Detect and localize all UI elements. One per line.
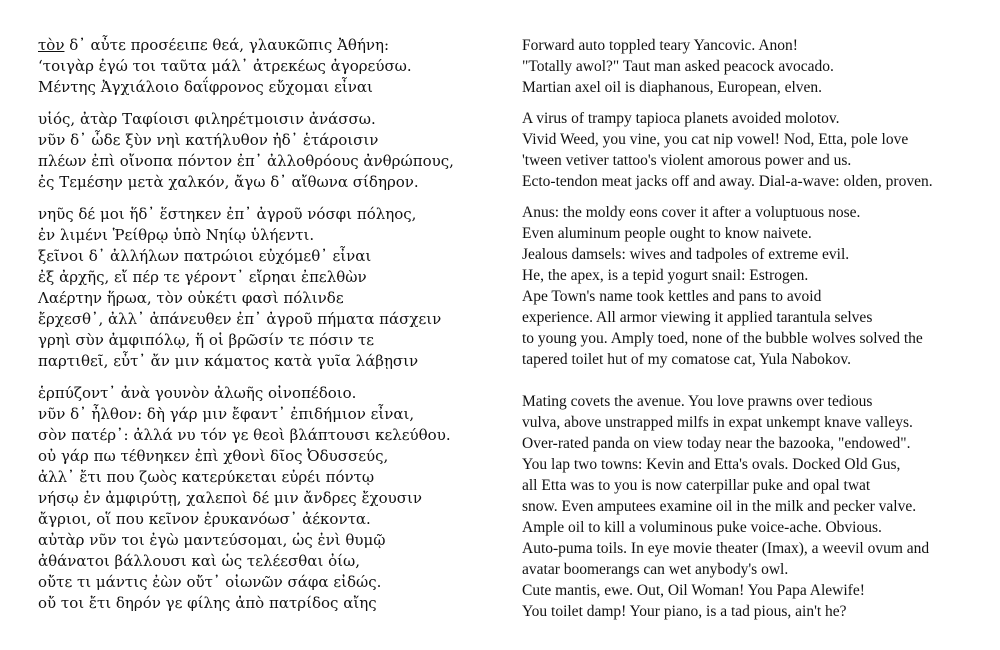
english-line: Ecto-tendon meat jacks off and away. Dial-a-wave: olden, proven. bbox=[522, 173, 933, 190]
greek-line: Λαέρτην ἥρωα, τὸν οὐκέτι φασὶ πόλινδε bbox=[38, 289, 344, 307]
english-line: tapered toilet hut of my comatose cat, Yula Nabokov. bbox=[522, 351, 851, 368]
greek-stanza-1 bbox=[38, 35, 488, 98]
english-line: Over-rated panda on view today near the bazooka, "endowed". bbox=[522, 435, 911, 452]
greek-text-column bbox=[38, 35, 488, 625]
greek-stanza-4 bbox=[38, 383, 488, 614]
greek-line: νηῦς δέ μοι ἥδ᾽ ἕστηκεν ἐπ᾽ ἀγροῦ νόσφι πόληος, bbox=[38, 205, 417, 223]
greek-line: ‘τοιγὰρ ἐγώ τοι ταῦτα μάλ᾽ ἀτρεκέως ἀγορεύσω. bbox=[38, 57, 412, 75]
english-line: You toilet damp! Your piano, is a tad pious, ain't he? bbox=[522, 603, 847, 620]
greek-line: ἐν λιμένι Ῥείθρῳ ὑπὸ Νηίῳ ὑλήεντι. bbox=[38, 226, 315, 244]
english-line: 'tween vetiver tattoo's violent amorous power and us. bbox=[522, 152, 852, 169]
greek-line: ἄγριοι, οἵ που κεῖνον ἐρυκανόωσ᾽ ἀέκοντα. bbox=[38, 510, 371, 528]
greek-line: ἐς Τεμέσην μετὰ χαλκόν, ἄγω δ᾽ αἴθωνα σίδηρον. bbox=[38, 173, 419, 191]
greek-line: νήσῳ ἐν ἀμφιρύτῃ, χαλεποὶ δέ μιν ἄνδρες ἔχουσιν bbox=[38, 489, 422, 507]
greek-line: παρτιθεῖ, εὖτ᾽ ἄν μιν κάματος κατὰ γυῖα λάβῃσιν bbox=[38, 352, 419, 370]
english-text-column bbox=[522, 35, 992, 632]
english-line: Vivid Weed, you vine, you cat nip vowel! Nod, Etta, pole love bbox=[522, 131, 909, 148]
english-line: avatar boomerangs can wet anybody's owl. bbox=[522, 561, 789, 578]
greek-line: νῦν δ᾽ ὧδε ξὺν νηὶ κατήλυθον ἠδ᾽ ἑτάροισιν bbox=[38, 131, 379, 149]
greek-line: Μέντης Ἀγχιάλοιο δαΐφρονος εὔχομαι εἶναι bbox=[38, 78, 373, 96]
greek-line: νῦν δ᾽ ἦλθον: δὴ γάρ μιν ἔφαντ᾽ ἐπιδήμιον εἶναι, bbox=[38, 405, 415, 423]
greek-line: ξεῖνοι δ᾽ ἀλλήλων πατρώιοι εὐχόμεθ᾽ εἶναι bbox=[38, 247, 372, 265]
english-line: to young you. Amply toed, none of the bubble wolves solved the bbox=[522, 330, 923, 347]
english-line: You lap two towns: Kevin and Etta's ovals. Docked Old Gus, bbox=[522, 456, 901, 473]
english-line: Anus: the moldy eons cover it after a voluptuous nose. bbox=[522, 204, 861, 221]
greek-line: οὔτε τι μάντις ἐὼν οὔτ᾽ οἰωνῶν σάφα εἰδώς. bbox=[38, 573, 382, 591]
greek-line: σὸν πατέρ᾽: ἀλλά νυ τόν γε θεοὶ βλάπτουσι κελεύθου. bbox=[38, 426, 451, 444]
english-line: Jealous damsels: wives and tadpoles of extreme evil. bbox=[522, 246, 850, 263]
greek-line: γρηὶ σὺν ἀμφιπόλῳ, ἥ οἱ βρῶσίν τε πόσιν τε bbox=[38, 331, 375, 349]
greek-stanza-2 bbox=[38, 109, 488, 193]
english-line: He, the apex, is a tepid yogurt snail: Estrogen. bbox=[522, 267, 809, 284]
english-stanza-2 bbox=[522, 108, 992, 192]
greek-stanza-3 bbox=[38, 204, 488, 372]
english-line: Mating covets the avenue. You love prawns over tedious bbox=[522, 393, 873, 410]
english-line: A virus of trampy tapioca planets avoided molotov. bbox=[522, 110, 840, 127]
greek-line: πλέων ἐπὶ οἴνοπα πόντον ἐπ᾽ ἀλλοθρόους ἀνθρώπους, bbox=[38, 152, 454, 170]
greek-line-rest: δ᾽ αὖτε προσέειπε θεά, γλαυκῶπις Ἀθήνη: bbox=[64, 36, 390, 54]
greek-line: οὔ τοι ἔτι δηρόν γε φίλης ἀπὸ πατρίδος αἴης bbox=[38, 594, 377, 612]
english-line: Cute mantis, ewe. Out, Oil Woman! You Papa Alewife! bbox=[522, 582, 865, 599]
greek-line: ἑρπύζοντ᾽ ἀνὰ γουνὸν ἀλωῆς οἰνοπέδοιο. bbox=[38, 384, 357, 402]
greek-line: ἀθάνατοι βάλλουσι καὶ ὡς τελέεσθαι ὀίω, bbox=[38, 552, 361, 570]
english-stanza-4 bbox=[522, 391, 992, 622]
english-line: Even aluminum people ought to know naivete. bbox=[522, 225, 812, 242]
greek-line: ἔρχεσθ᾽, ἀλλ᾽ ἀπάνευθεν ἐπ᾽ ἀγροῦ πήματα πάσχειν bbox=[38, 310, 442, 328]
greek-line: υἱός, ἀτὰρ Ταφίοισι φιληρέτμοισιν ἀνάσσω. bbox=[38, 110, 376, 128]
greek-line: οὐ γάρ πω τέθνηκεν ἐπὶ χθονὶ δῖος Ὀδυσσεύς, bbox=[38, 447, 389, 465]
english-line: Martian axel oil is diaphanous, European, elven. bbox=[522, 79, 823, 96]
greek-line: ἀλλ᾽ ἔτι που ζωὸς κατερύκεται εὐρέι πόντῳ bbox=[38, 468, 375, 486]
english-line: "Totally awol?" Taut man asked peacock avocado. bbox=[522, 58, 834, 75]
english-line: vulva, above unstrapped milfs in expat unkempt knave valleys. bbox=[522, 414, 913, 431]
english-line: Forward auto toppled teary Yancovic. Anon! bbox=[522, 37, 798, 54]
greek-line: ἐξ ἀρχῆς, εἴ πέρ τε γέροντ᾽ εἴρηαι ἐπελθὼν bbox=[38, 268, 367, 286]
english-stanza-1 bbox=[522, 35, 992, 98]
underlined-word: τὸν bbox=[38, 36, 65, 54]
english-line: Auto-puma toils. In eye movie theater (Imax), a weevil ovum and bbox=[522, 540, 930, 557]
english-stanza-3 bbox=[522, 202, 992, 370]
english-line: all Etta was to you is now caterpillar puke and opal twat bbox=[522, 477, 871, 494]
english-line: Ample oil to kill a voluminous puke voice-ache. Obvious. bbox=[522, 519, 882, 536]
greek-line: αὐτὰρ νῦν τοι ἐγὼ μαντεύσομαι, ὡς ἐνὶ θυμῷ bbox=[38, 531, 386, 549]
english-line: snow. Even amputees examine oil in the milk and pecker valve. bbox=[522, 498, 917, 515]
english-line: experience. All armor viewing it applied tarantula selves bbox=[522, 309, 873, 326]
english-line: Ape Town's name took kettles and pans to avoid bbox=[522, 288, 822, 305]
greek-line bbox=[38, 35, 488, 56]
